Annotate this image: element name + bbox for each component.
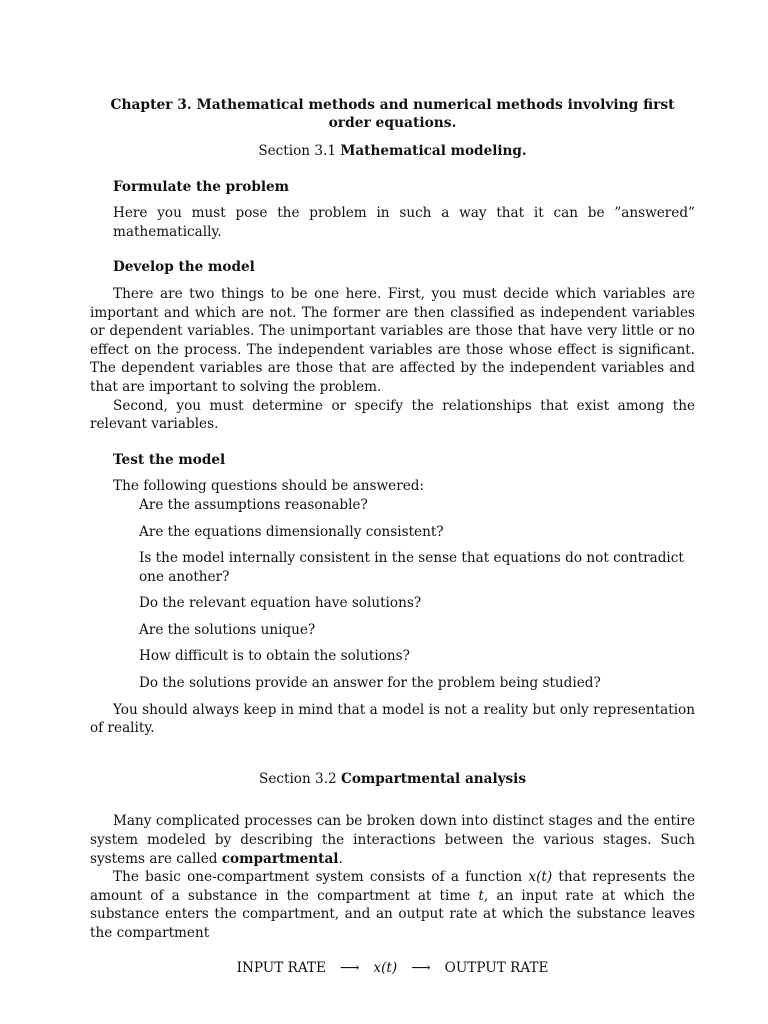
- input-rate-label: INPUT RATE: [236, 959, 326, 976]
- test-heading: Test the model: [113, 451, 226, 468]
- list-item: Are the solutions unique?: [139, 621, 316, 638]
- document-page: [90, 96, 695, 977]
- math-t: t: [478, 887, 484, 904]
- formulate-heading: Formulate the problem: [113, 178, 290, 195]
- compartmental-paragraph-2: [90, 868, 695, 942]
- section-3-2-title: [90, 770, 695, 789]
- output-rate-label: OUTPUT RATE: [444, 959, 549, 976]
- paragraph-text: The basic one-compartment system consists of a function: [113, 869, 529, 886]
- section-3-1-title: [90, 142, 695, 161]
- list-item: How difficult is to obtain the solutions?: [139, 648, 410, 665]
- compartmental-period: .: [338, 850, 343, 867]
- section-3-1-prefix: Section 3.1: [258, 143, 336, 159]
- right-arrow-icon: ⟶: [411, 959, 431, 976]
- math-x-of-t: x(t): [528, 869, 553, 886]
- list-item: Are the assumptions reasonable?: [139, 496, 368, 513]
- section-3-2-prefix: Section 3.2: [259, 770, 337, 787]
- state-variable: x(t): [373, 959, 398, 976]
- compartmental-term: compartmental: [221, 850, 339, 867]
- test-intro: The following questions should be answered:: [113, 478, 425, 495]
- formulate-body: Here you must pose the problem in such a way that it can be ”answered” mathematically.: [113, 205, 695, 240]
- paragraph-text: , an input rate at which the substance enters the compartment, and an output rate at which the substance leaves the compartment: [90, 887, 695, 941]
- develop-heading: Develop the model: [113, 259, 255, 276]
- develop-paragraph-2: Second, you must determine or specify the relationships that exist among the relevant variables.: [90, 397, 695, 433]
- section-3-1-name: Mathematical modeling.: [340, 143, 527, 159]
- paragraph-text: that represents the amount of a substance in the compartment at time: [90, 869, 695, 904]
- question-list: [139, 496, 695, 693]
- right-arrow-icon: ⟶: [339, 959, 360, 976]
- chapter-title: Chapter 3. Mathematical methods and numerical methods involving first order equations.: [110, 97, 675, 131]
- list-item: Do the solutions provide an answer for the problem being studied?: [139, 675, 601, 692]
- develop-paragraph-1: There are two things to be one here. First, you must decide which variables are important and which are not. The former are then classified as independent variables or dependent variables. The unimportant variables are those that have very little or no effect on the process. The independent variables are those whose effect is significant. The dependent variables are those that are affected by the independent variables and that are important to solving the problem.: [90, 285, 695, 395]
- test-closing: You should always keep in mind that a model is not a reality but only representation of reality.: [90, 701, 695, 737]
- compartment-flow: [90, 959, 695, 978]
- compartmental-paragraph-1: [90, 812, 695, 868]
- list-item: Do the relevant equation have solutions?: [139, 595, 422, 612]
- compartmental-text: Many complicated processes can be broken down into distinct stages and the entire system modeled by describing the interactions between the various stages. Such systems are called: [90, 813, 695, 867]
- list-item: Is the model internally consistent in the sense that equations do not contradict one another?: [139, 550, 684, 585]
- list-item: Are the equations dimensionally consistent?: [139, 523, 444, 540]
- section-3-2-name: Compartmental analysis: [341, 770, 526, 787]
